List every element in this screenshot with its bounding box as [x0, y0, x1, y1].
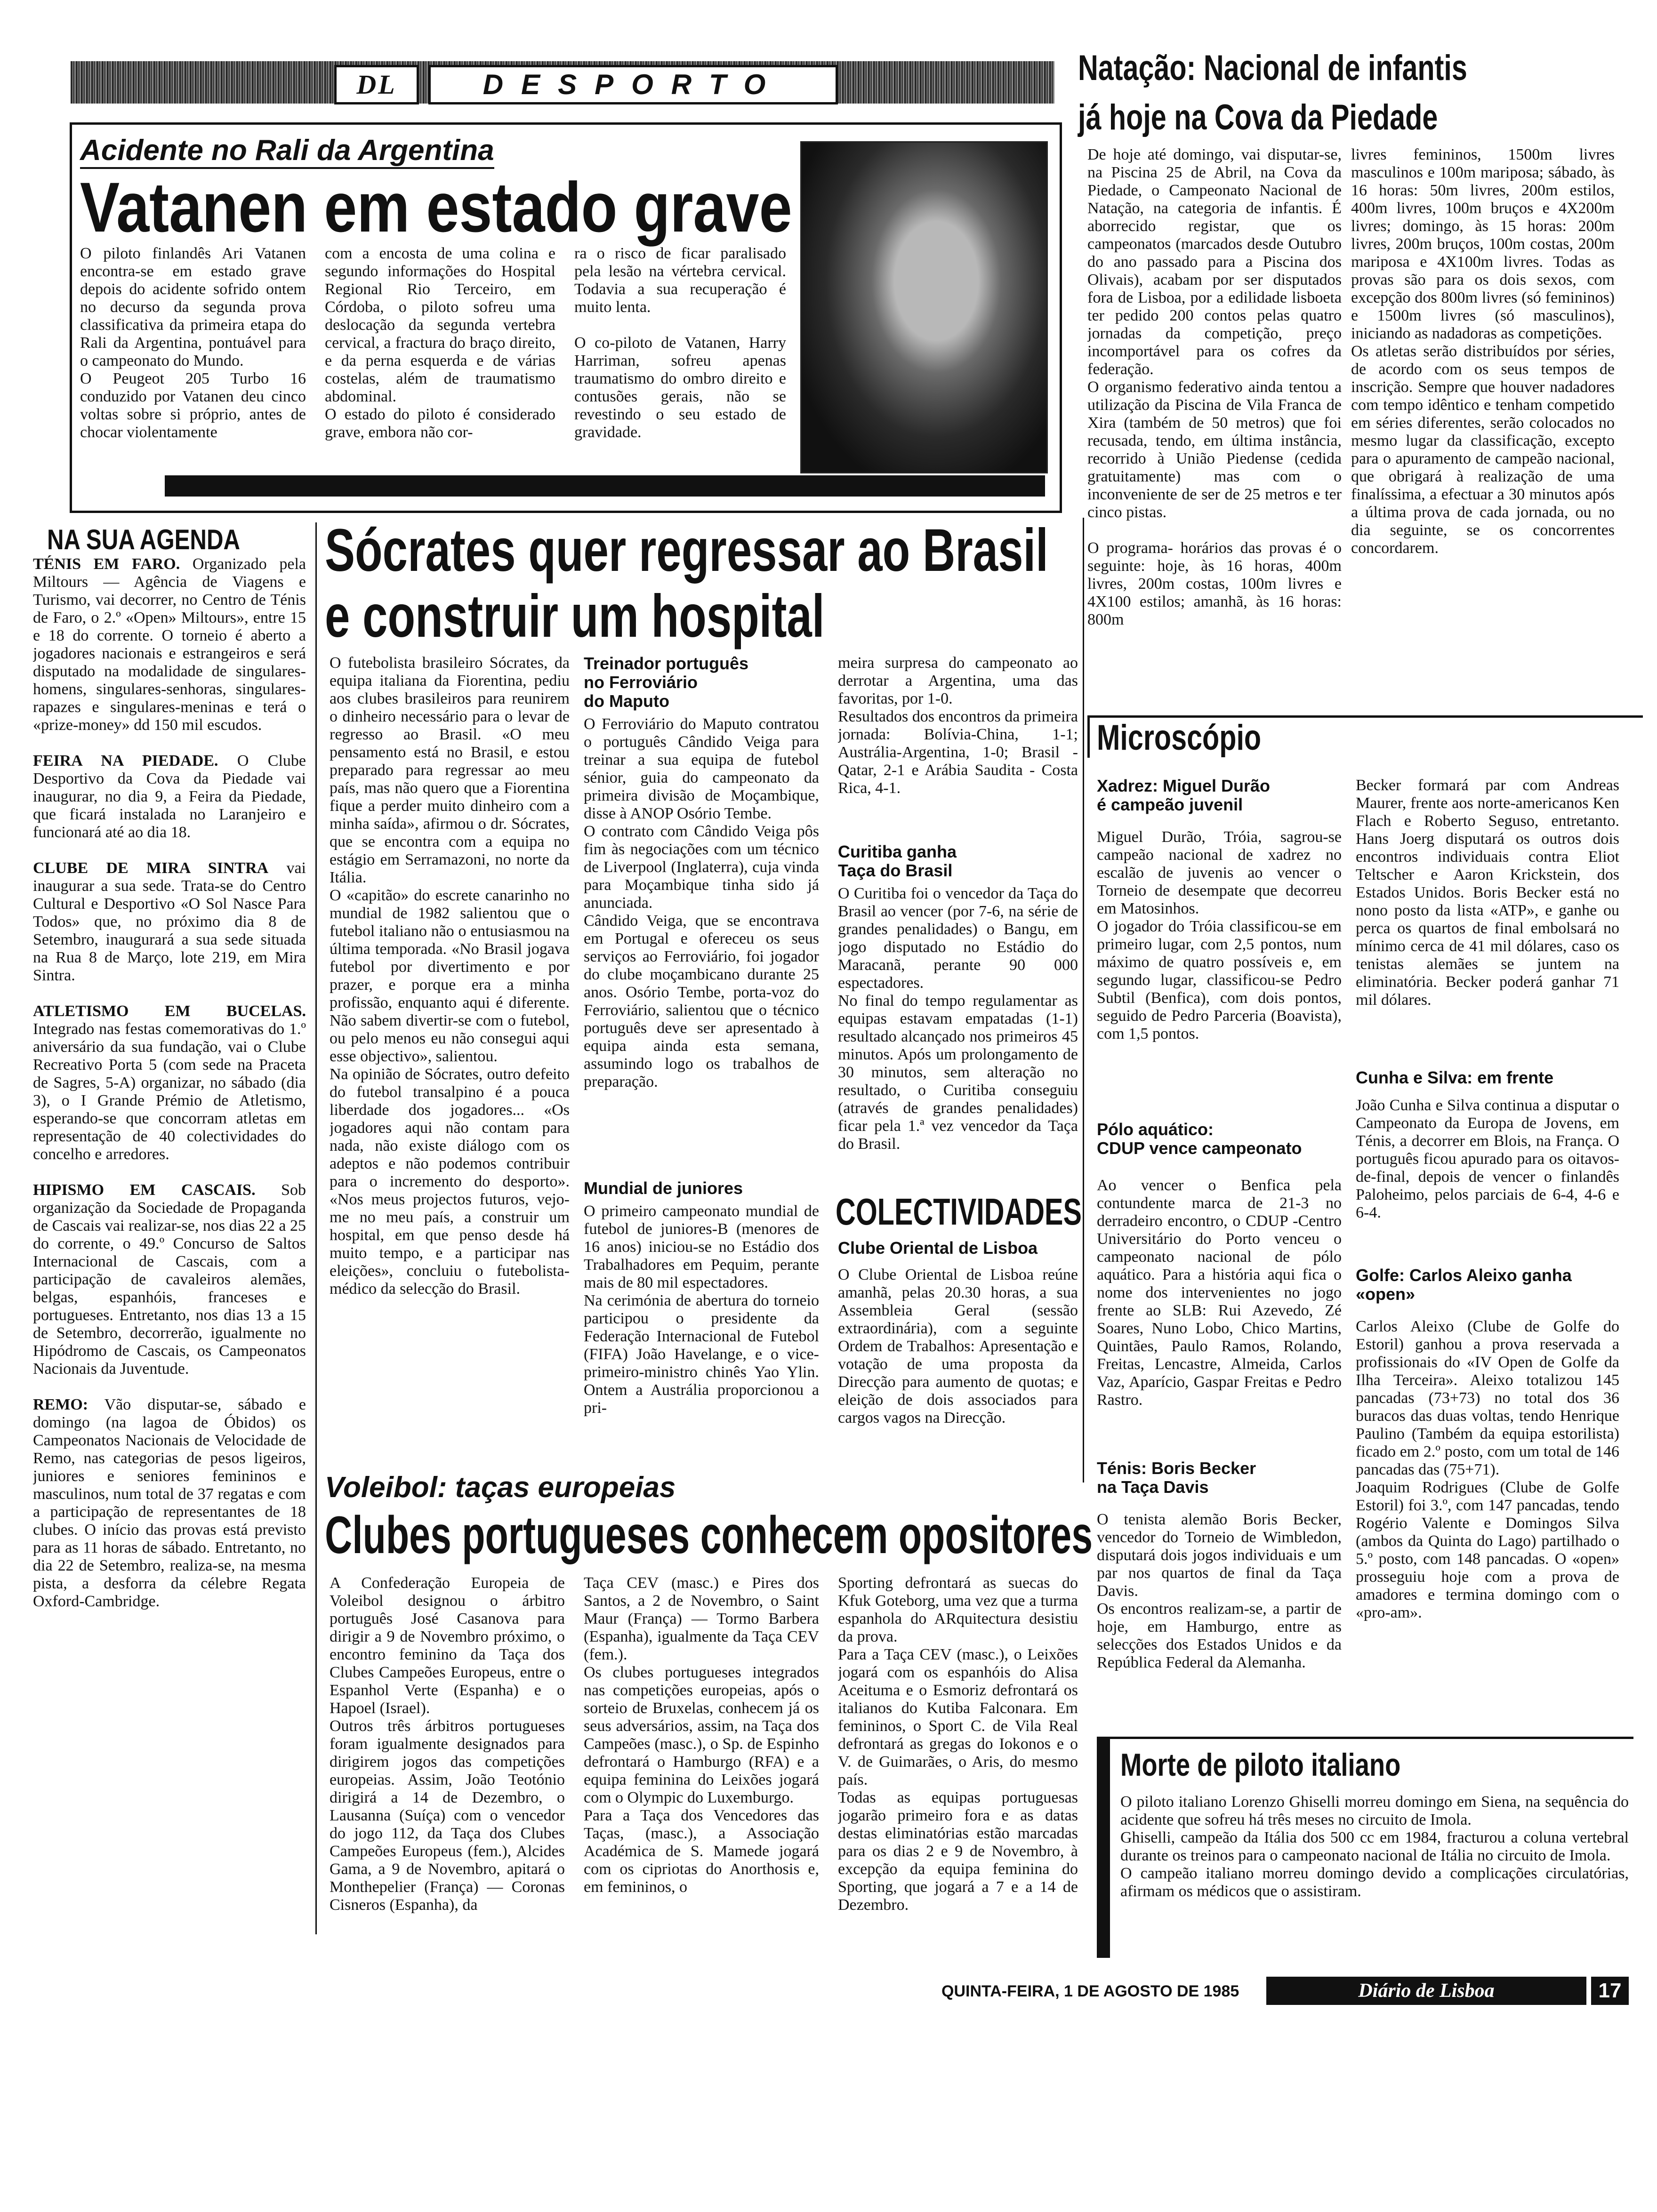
agenda-item-lead: HIPISMO EM CASCAIS. — [33, 1181, 256, 1199]
agenda-item-text: Integrado nas festas comemorativas do 1.º aniversário da sua fundação, vai o Clube Recreativo Porta 5 (com sede na Praceta de Sagres, 5-A) organizar, no sábado (dia 3), o I Grande Prémio de Atletismo, esperando-se que concorram atletas em representação de 40 colectividades do concelho e arredores. — [33, 1020, 306, 1163]
agenda-item-lead: CLUBE DE MIRA SINTRA — [33, 859, 269, 877]
colectividades-subhead: Clube Oriental de Lisboa — [838, 1238, 1038, 1258]
becker-text: Becker formará par com Andreas Maurer, frente aos norte-americanos Ken Flach e Roberto Seguso, entretanto. Hans Joerg disputará os outros dois encontros individuais contra Eliot Teltscher e Aaron Krickstein, dos Estados Unidos. Boris Becker está no nono posto da lista «ATP», e ganhe ou perca os quartos de final embolsará no mínimo cerca de 41 mil dólares, caso os tenistas alemães se juntem na eliminatória. Becker poderá ganhar 71 mil dólares. — [1356, 777, 1619, 1009]
agenda-title: NA SUA AGENDA — [47, 524, 241, 555]
ghiselli-left-bar — [1097, 1737, 1110, 1958]
footer-paper: Diário de Lisboa — [1266, 1977, 1586, 2005]
agenda-item-text: O Clube Desportivo da Cova da Piedade vai inaugurar, no dia 9, a Feira da Piedade, que ficará instalada no Laranjeiro e funcionará até ao dia 18. — [33, 752, 306, 841]
agenda-item-lead: TÉNIS EM FARO. — [33, 555, 180, 573]
voleibol-col1: A Confederação Europeia de Voleibol designou o árbitro português José Casanova para dirigir a 9 de Novembro próximo, o encontro feminino da Taça dos Clubes Campeões Europeus, entre o Espanhol Verte (Espanha) e o Hapoel (Israel). Outros três árbitros portugueses foram igualmente designados para dirigirem jogos das competições europeias. Assim, João Teotónio dirigirá a 14 de Dezembro, o Lausanna (Suíça) com o vencedor do jogo 112, da Taça dos Clubes Campeões Europeus (fem.), Alcides Gama, a 9 de Novembro, apitará o Monthepelier (França) — Coronas Cisneros (Espanha), da — [330, 1574, 565, 1914]
curitiba-subhead: Curitiba ganha Taça do Brasil — [838, 842, 957, 880]
natacao-col1: De hoje até domingo, vai disputar-se, na Piscina 25 de Abril, na Cova da Piedade, o Campeonato Nacional de Natação, na categoria de infantis. É aborrecido registar, que os campeonatos (marcados desde Outubro do ano passado para a Piscina dos Olivais), acabam por ser disputados fora de Lisboa, por a edilidade lisboeta ter pedido 200 contos pelas quatro jornadas da competição, preço incomportável para os cofres da federação. O organismo federativo ainda tentou a utilização da Piscina de Vila Franca de Xira (também de 50 metros) que foi recusada, tendo, em última instância, recorrido à União Piedense (cedida gratuitamente) mas com o inconveniente de ser de 25 metros e ter cinco pistas. O programa- horários das provas é o seguinte: hoje, às 16 horas, 400m livres, 200m costas, 100m livres e 4X100 estilos; amanhã, às 16 horas: 800m — [1087, 146, 1342, 628]
vatanen-col3: ra o risco de ficar paralisado pela lesão na vértebra cervical. Todavia a sua recuperação é muito lenta. O co-piloto de Vatanen, Harry Harriman, sofreu apenas traumatismo do ombro direito e contusões gerais, não se revestindo o seu estado de gravidade. — [574, 245, 786, 441]
vatanen-col2: com a encosta de uma colina e segundo informações do Hospital Regional Rio Terceiro, em Córdoba, o piloto sofreu uma deslocação da segunda vertebra cervical, a fractura do braço direito, e da perna esquerda e de várias costelas, além de traumatismo abdominal. O estado do piloto é considerado grave, embora não cor- — [325, 245, 555, 441]
agenda-item-text: Organizado pela Miltours — Agência de Viagens e Turismo, vai decorrer, no Centro de Ténis de Faro, o 2.º «Open» Miltours», entre 15 e 18 do corrente. O torneio é aberto a jogadores nacionais e estrangeiros e será disputado na modalidade de singulares-homens, singulares-senhoras, singulares-rapazes e singulares-meninas e terá o «prize-money» dd 150 mil escudos. — [33, 555, 306, 734]
tenis-text: O tenista alemão Boris Becker, vencedor do Torneio de Wimbledon, disputará dois jogos individuais e um par nos quartos de final da Taça Davis. Os encontros realizam-se, a partir de hoje, em Hamburgo, entre as selecções dos Estados Unidos e da República Federal da Alemanha. — [1097, 1511, 1342, 1671]
footer-date: QUINTA-FEIRA, 1 DE AGOSTO DE 1985 — [941, 1982, 1239, 2000]
agenda-items — [33, 555, 306, 1967]
voleibol-col3: Sporting defrontará as suecas do Kfuk Goteborg, uma vez que a turma espanhola do ARquitectura desistiu da prova. Para a Taça CEV (masc.), o Leixões jogará com os espanhóis do Alisa Aceituma e o Esmoriz defrontará os italianos do Kutiba Falconara. Em femininos, o Sport C. de Vila Real defrontará as gregas do Iokonos e o V. de Guimarães, o Aris, do mesmo país. Todas as equipas portuguesas jogarão primeiro fora e as datas destas eliminatórias estão marcadas para os dias 2 e 9 de Novembro, à excepção da equipa feminina do Sporting, que jogará a 7 e a 14 de Dezembro. — [838, 1574, 1078, 1914]
natacao-col2: livres femininos, 1500m livres masculinos e 100m mariposa; sábado, às 16 horas: 50m livres, 200m estilos, 400m livres, 100m bruços e 4X200m livres; domingo, às 15 horas: 200m livres, 200m bruços, 100m costas, 200m mariposa e 4X100m livres. Todas as provas são para os dois sexos, com excepção dos 800m livres (só femininos) e 1500m livres (só masculinos), iniciando as nadadoras as competições. Os atletas serão distribuídos por séries, de acordo com os seus tempos de inscrição. Sempre que houver nadadores com tempo idêntico e tenham competido em séries diferentes, serão colocados no mesmo lugar da classificação, excepto para o apuramento de campeão nacional, que obrigará à realização de uma finalíssima, a efectuar a 30 minutos após a última prova de cada jornada, ou no dia seguinte, se os concorrentes concordarem. — [1351, 146, 1615, 557]
agenda-item — [33, 752, 306, 842]
ghiselli-text: O piloto italiano Lorenzo Ghiselli morreu domingo em Siena, na sequência do acidente que sofreu há três meses no circuito de Imola. Ghiselli, campeão da Itália dos 500 cc em 1984, fracturou a coluna vertebral durante os treinos para o campeonato nacional de Itália no circuito de Imola. O campeão italiano morreu domingo devido a complicações circulatórias, afirmam os médicos que o assistiram. — [1120, 1793, 1629, 1900]
voleibol-headline: Clubes portugueses conhecem opositores — [325, 1506, 1093, 1564]
xadrez-subhead: Xadrez: Miguel Durão é campeão juvenil — [1097, 776, 1271, 814]
agenda-item-lead: ATLETISMO EM BUCELAS. — [33, 1002, 306, 1020]
voleibol-col2: Taça CEV (masc.) e Pires dos Santos, a 2 de Novembro, o Saint Maur (França) — Tormo Barbera (Espanha), igualmente da Taça CEV (fem.). Os clubes portugueses integrados nas competições europeias, após o sorteio de Bruxelas, conhecem já os seus adversários, assim, na Taça dos Campeões (masc.), o Sp. de Espinho defrontará o Hamburgo (RFA) e a equipa feminina do Leixões jogará com o Olympic do Luxemburgo. Para a Taça dos Vencedores das Taças, (masc.), a Associação Académica de S. Mamede jogará com os cipriotas do Anorthosis e, em femininos, o — [584, 1574, 819, 1896]
ghiselli-top-rule — [1097, 1737, 1633, 1739]
natacao-headline-2: já hoje na Cova da Piedade — [1078, 97, 1438, 137]
colectividades-text: O Clube Oriental de Lisboa reúne amanhã, pelas 20.30 horas, a sua Assembleia Geral (sessão extraordinária), com a seguinte Ordem de Trabalhos: Apresentação e votação de uma proposta da Direcção para aumento de quotas; e eleição de dois associados para cargos vagos na Direcção. — [838, 1266, 1078, 1427]
agenda-item — [33, 1002, 306, 1163]
golfe-text: Carlos Aleixo (Clube de Golfe do Estoril) ganhou a prova reservada a profissionais do «IV Open de Golfe da Ilha Terceira». Aleixo totalizou 145 pancadas (73+73) no total dos 36 buracos das duas voltas, tendo Henrique Paulino (Também da equipa estorilista) ficado em 2.º posto, com um total de 146 pancadas das (75+71). Joaquim Rodrigues (Clube de Golfe Estoril) foi 3.º, com 147 pancadas, tendo Rogério Valente e Domingos Silva (ambos da Quinta do Lago) partilhado o 5.º posto, com 148 pancadas. O «open» prosseguiu hoje com a prova de amadores e termina domingo com o «pro-am». — [1356, 1318, 1619, 1621]
agenda-item-lead: REMO: — [33, 1396, 88, 1413]
agenda-item — [33, 555, 306, 734]
voleibol-kicker: Voleibol: taças europeias — [325, 1471, 676, 1504]
mundial-subhead: Mundial de juniores — [584, 1178, 743, 1198]
cunha-subhead: Cunha e Silva: em frente — [1356, 1068, 1554, 1087]
section-title: DESPORTO — [428, 65, 838, 104]
agenda-item-text: Vão disputar-se, sábado e domingo (na lagoa de Óbidos) os Campeonatos Nacionais de Velocidade de Remo, nas categorias de pesos ligeiros, juniores e seniores femininos e masculinos, num total de 37 regatas e com a participação de representantes de 18 clubes. O início das provas está previsto para as 11 horas de sábado. Entretanto, no dia 22 de Setembro, realiza-se, na mesma pista, a desforra da célebre Regata Oxford-Cambridge. — [33, 1396, 306, 1610]
polo-text: Ao vencer o Benfica pela contundente marca de 21-3 no derradeiro encontro, o CDUP -Centro Universitário do Porto venceu o campeonato nacional de pólo aquático. Para a história aqui fica o nome dos intervenientes no jogo frente ao SLB: Rui Azevedo, Zé Soares, Nuno Lobo, Chico Martins, Quintães, Paulo Ramos, Rolando, Freitas, Lencastre, Almeida, Carlos Vaz, Aparício, Gaspar Freitas e Pedro Rastro. — [1097, 1177, 1342, 1409]
vatanen-headline: Vatanen em estado grave — [80, 168, 792, 247]
footer-page-number: 17 — [1591, 1977, 1629, 2005]
curitiba-text: O Curitiba foi o vencedor da Taça do Brasil ao vencer (por 7-6, na série de grandes penalidades) o Bangu, em jogo disputado no Estádio do Maracanã, perante 90 000 espectadores. No final do tempo regulamentar as equipas estavam empatadas (1-1) resultado alcançado nos primeiros 45 minutos. Após um prolongamento de 30 minutos, sem alteração no resultado, o Curitiba conseguiu (através de grandes penalidades) ficar pela 1.ª vez vencedor da Taça do Brasil. — [838, 885, 1078, 1153]
agenda-item — [33, 1181, 306, 1378]
agenda-item-lead: FEIRA NA PIEDADE. — [33, 752, 218, 769]
socrates-headline-1: Sócrates quer regressar ao Brasil — [325, 517, 1048, 584]
agenda-item — [33, 859, 306, 985]
tenis-subhead: Ténis: Boris Becker na Taça Davis — [1097, 1459, 1256, 1497]
mundial-cont-text: meira surpresa do campeonato ao derrotar a Argentina, uma das favoritas, por 1-0. Resultados dos encontros da primeira jornada: Bolívia-China, 1-1; Austrália-Argentina, 1-0; Brasil - Qatar, 2-1 e Arábia Saudita - Costa Rica, 4-1. — [838, 654, 1078, 797]
agenda-item-text: Sob organização da Sociedade de Propaganda de Cascais vai realizar-se, nos dias 22 a 25 do corrente, o 49.º Concurso de Saltos Internacional de Cascais, com a participação de cavaleiros alemães, belgas, espanhóis, franceses e portugueses. Entretanto, nos dias 13 a 15 de Setembro, decorrerão, igualmente no Hipódromo de Cascais, os Campeonatos Nacionais da Juventude. — [33, 1181, 306, 1378]
agenda-item-text: vai inaugurar a sua sede. Trata-se do Centro Cultural e Desportivo «O Sol Nasce Para Todos» que, no próximo dia 8 de Setembro, inaugurará a sua sede situada na Rua 8 de Março, lote 219, em Mira Sintra. — [33, 859, 306, 984]
masthead — [71, 61, 1054, 104]
vatanen-col1: O piloto finlandês Ari Vatanen encontra-se em estado grave depois do acidente sofrido ontem no decurso da segunda prova classificativa da primeira etapa do Rali da Argentina, pontuável para o campeonato do Mundo. O Peugeot 205 Turbo 16 conduzido por Vatanen deu cinco voltas sobre si próprio, antes de chocar violentamente — [80, 245, 306, 441]
mundial-text: O primeiro campeonato mundial de futebol de juniores-B (menores de 16 anos) iniciou-se no Estádio dos Trabalhadores em Pequim, perante mais de 80 mil espectadores. Na cerimónia de abertura do torneio participou o presidente da Federação Internacional de Futebol (FIFA) João Havelange, e o vice-primeiro-ministro chinês Yao Ylin. Ontem a Austrália proporcionou a pri- — [584, 1202, 819, 1417]
maputo-subhead: Treinador português no Ferroviário do Maputo — [584, 654, 749, 711]
vatanen-kicker: Acidente no Rali da Argentina — [80, 134, 494, 169]
maputo-text: O Ferroviário do Maputo contratou o português Cândido Veiga para treinar a sua equipa de futebol sénior, guia do campeonato da primeira divisão de Moçambique, disse à ANOP Osório Tembe. O contrato com Cândido Veiga pôs fim às negociações com um técnico de Liverpool (Inglaterra), cuja vinda para Moçambique tinha sido já anunciada. Cândido Veiga, que se encontrava em Portugal e ofereceu os seus serviços ao Ferroviário, foi jogador do clube moçambicano durante 25 anos. Osório Tembe, porta-voz do Ferroviário, salientou que o técnico português deve ser apresentado à equipa ainda esta semana, assumindo logo os trabalhos de preparação. — [584, 715, 819, 1090]
ghiselli-headline: Morte de piloto italiano — [1120, 1747, 1401, 1783]
socrates-headline-2: e construir um hospital — [325, 583, 825, 650]
golfe-subhead: Golfe: Carlos Aleixo ganha «open» — [1356, 1266, 1572, 1304]
socrates-col1: O futebolista brasileiro Sócrates, da equipa italiana da Fiorentina, pediu aos clubes brasileiros para reunirem o dinheiro necessário para o levar de regresso ao Brasil. «O meu pensamento está no Brasil, e estou preparado para regressar ao meu país, mas não quero que a Fiorentina fique a perder muito dinheiro com a minha saída», afirmou o dr. Sócrates, que se encontra com a equipa no estágio em Serramazoni, no norte da Itália. O «capitão» do escrete canarinho no mundial de 1982 salientou que o futebol italiano não o entusiasmou na última temporada. «No Brasil jogava futebol por divertimento e por prazer, e porque era a minha profissão, enquanto aqui é diferente. Não sabem divertir-se com o futebol, ou pelo menos eu não consegui aqui esse objectivo», salientou. Na opinião de Sócrates, outro defeito do futebol transalpino é a pouca liberdade dos jogadores... «Os jogadores aqui não contam para nada, não existe diálogo com os adeptos e não podemos contribuir para o incremento do desporto». «Nos meus projectos futuros, vejo-me no meu país, a construir um hospital, em que penso desde há muito tempo, e a participar nas eleições», concluiu o futebolista-médico da selecção do Brasil. — [330, 654, 570, 1298]
vatanen-photo — [800, 141, 1048, 473]
agenda-item — [33, 1396, 306, 1611]
microscopio-title: Microscópio — [1097, 718, 1262, 758]
center-right-divider — [1083, 518, 1084, 1483]
agenda-divider — [315, 522, 317, 1934]
xadrez-text: Miguel Durão, Tróia, sagrou-se campeão nacional de xadrez no escalão de juvenis ao vencer o Torneio de desempate que decorreu em Matosinhos. O jogador do Tróia classificou-se em primeiro lugar, com 2,5 pontos, num máximo de quatro possíveis e, em segundo lugar, classificou-se Pedro Subtil (Benfica), com dois pontos, seguido de Pedro Parceria (Boavista), com 1,5 pontos. — [1097, 828, 1342, 1042]
natacao-headline-1: Natação: Nacional de infantis — [1078, 48, 1467, 88]
polo-subhead: Pólo aquático: CDUP vence campeonato — [1097, 1120, 1302, 1158]
cunha-text: João Cunha e Silva continua a disputar o Campeonato da Europa de Jovens, em Ténis, a decorrer em Blois, na França. O português ficou apurado para os oitavos-de-final, depois de vencer o finlandês Paloheimo, pelos parciais de 6-4, 4-6 e 6-4. — [1356, 1097, 1619, 1221]
colectividades-title: COLECTIVIDADES — [836, 1191, 1082, 1233]
vatanen-black-bar — [165, 475, 1045, 497]
masthead-logo: DL — [334, 65, 419, 104]
